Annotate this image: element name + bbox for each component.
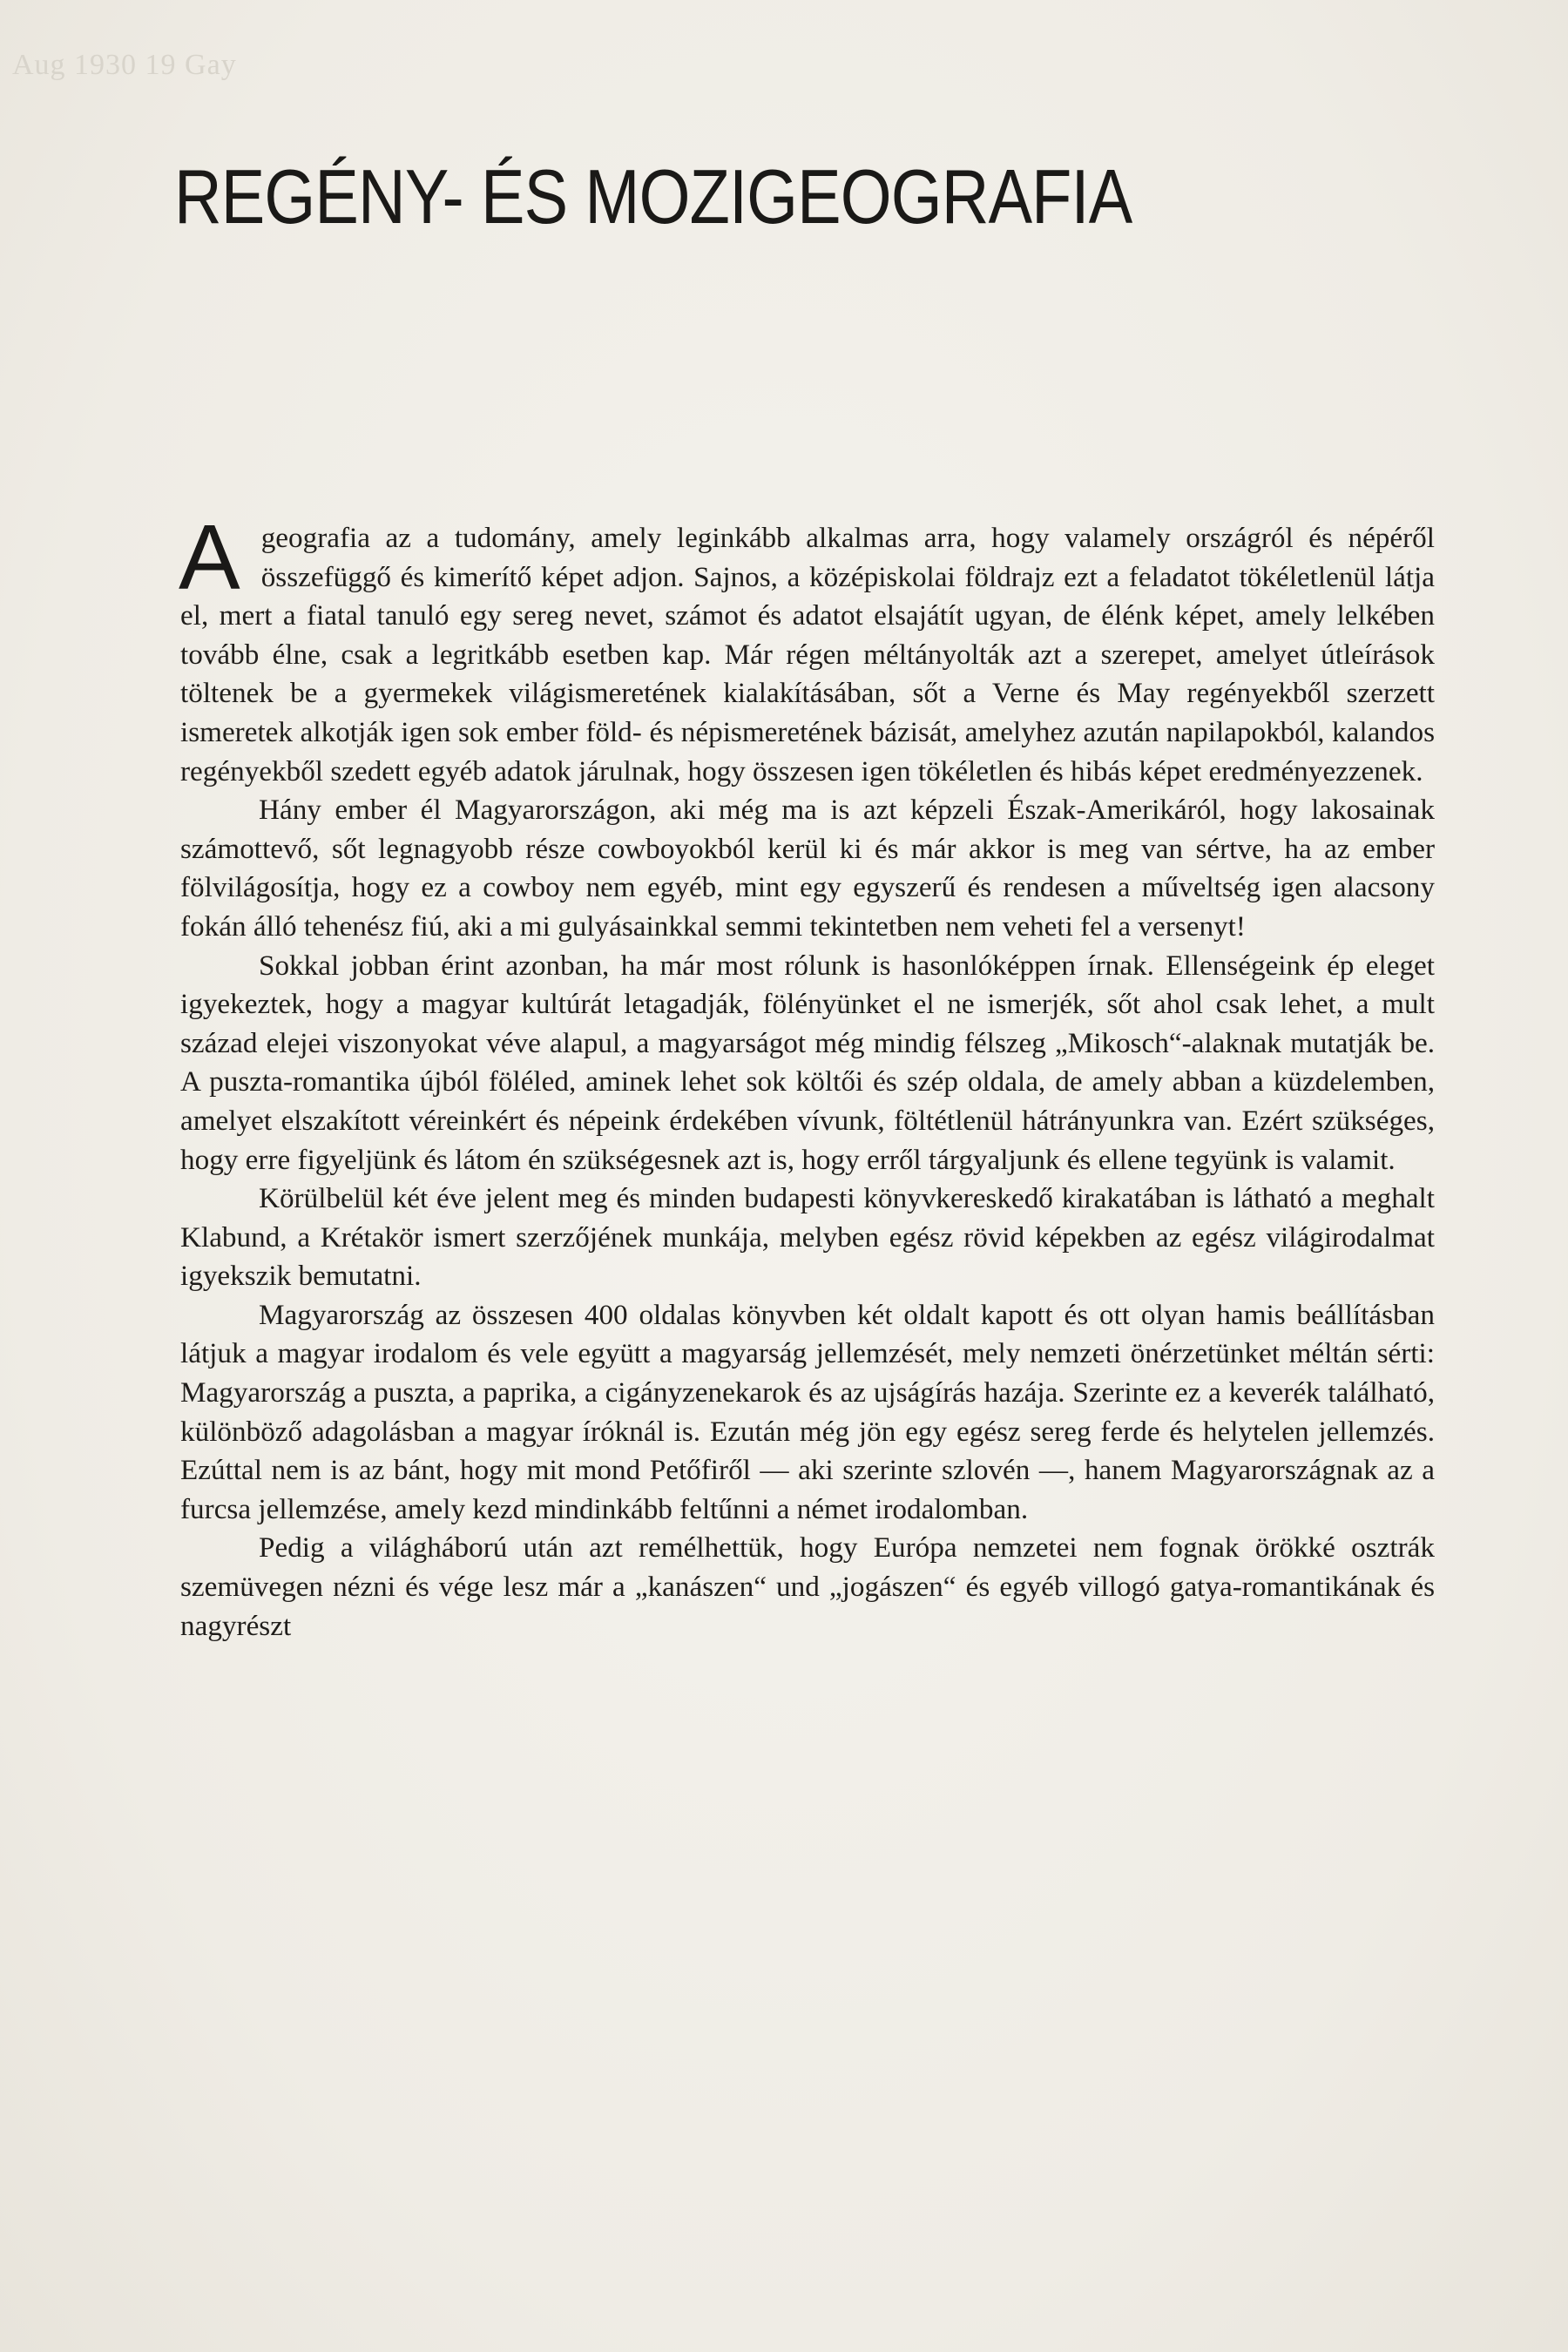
paragraph-3: Sokkal jobban érint azonban, ha már most rólunk is hasonlóképpen írnak. Ellenségeink ép eleget igyekeztek, hogy a magyar kultúrát letagadják, fölényünket el ne ismerjék, sőt ahol csak lehet, a mult század elejei viszonyokat véve alapul, a magyarságot még mindig félszeg „Mikosch“-alaknak mutatják be. A puszta-romantika újból föléled, aminek lehet sok költői és szép oldala, de amely abban a küzdelemben, amelyet elszakított véreinkért és népeink érdekében vívunk, föltétlenül hátrányunkra van. Ezért szükséges, hogy erre figyeljünk és látom én szükségesnek azt is, hogy erről tárgyaljunk és ellene tegyünk is valamit.	[180, 949, 1435, 1176]
article-title: REGÉNY- ÉS MOZIGEOGRAFIA	[174, 153, 1132, 240]
running-head: Aug 1930 19 Gay	[12, 49, 237, 81]
drop-cap: A	[179, 506, 240, 609]
paragraph-1-text: geografia az a tudomány, amely leginkább alkalmas arra, hogy valamely országról és népéről összefüggő és kimerítő képet adjon. Sajnos, a középiskolai földrajz ezt a feladatot tökéletlenül látja el, mert a fiatal tanuló egy sereg nevet, számot és adatot elsajátít ugyan, de élénk képet, amely lelkében tovább élne, csak a legritkább esetben kap. Már régen méltányolták azt a szerepet, amelyet útleírások töltenek be a gyermekek világismeretének kialakításában, sőt a Verne és May regényekből szerzett ismeretek alkotják igen sok ember föld- és népismeretének bázisát, amelyhez azután napilapokból, kalandos regényekből szedett egyéb adatok járulnak, hogy összesen igen tökéletlen és hibás képet eredményezzenek.	[180, 522, 1435, 787]
paragraph-1	[179, 506, 1435, 791]
paragraph-6: Pedig a világháború után azt remélhettük, hogy Európa nemzetei nem fognak örökké osztrák szemüvegen nézni és vége lesz már a „kanászen“ und „jogászen“ és egyéb villogó gatya-romantikának és nagyrészt	[180, 1531, 1435, 1642]
paragraph-4: Körülbelül két éve jelent meg és minden budapesti könyvkereskedő kirakatában is látható a meghalt Klabund, a Krétakör ismert szerzőjének munkája, melyben egész rövid képekben az egész világirodalmat igyekszik bemutatni.	[180, 1182, 1435, 1293]
paragraph-2: Hány ember él Magyarországon, aki még ma is azt képzeli Észak-Amerikáról, hogy lakosainak számottevő, sőt legnagyobb része cowboyokból kerül ki és már akkor is meg van sértve, ha az ember fölvilágosítja, hogy ez a cowboy nem egyéb, mint egy egyszerű és rendesen a műveltség igen alacsony fokán álló tehenész fiú, aki a mi gulyásainkkal semmi tekintetben nem veheti fel a versenyt!	[180, 794, 1435, 943]
article-body	[179, 506, 1435, 1646]
paragraph-5: Magyarország az összesen 400 oldalas könyvben két oldalt kapott és ott olyan hamis beállításban látjuk a magyar irodalom és vele együtt a magyarság jellemzését, mely nemzeti önérzetünket méltán sérti: Magyarország a puszta, a paprika, a cigányzenekarok és az ujságírás hazája. Szerinte ez a keverék található, különböző adagolásban a magyar íróknál is. Ezután még jön egy egész sereg ferde és helytelen jellemzés. Ezúttal nem is az bánt, hogy mit mond Petőfiről — aki szerinte szlovén —, hanem Magyarországnak az a furcsa jellemzése, amely kezd mindinkább feltűnni a német irodalomban.	[180, 1298, 1435, 1525]
